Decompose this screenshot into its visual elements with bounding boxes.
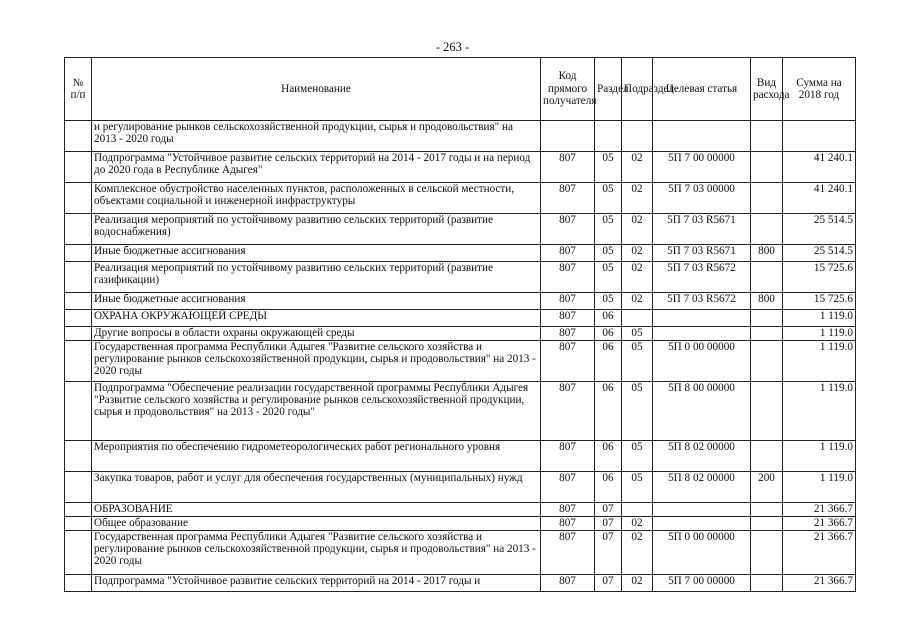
cell-target — [653, 327, 751, 341]
cell-target: 5П 8 02 00000 — [653, 441, 751, 472]
cell-sum: 1 119.0 — [783, 327, 856, 341]
cell-razdel: 06 — [595, 441, 622, 472]
cell-num — [65, 327, 92, 341]
cell-num — [65, 575, 92, 592]
cell-razdel: 07 — [595, 575, 622, 592]
cell-name: Подпрограмма "Обеспечение реализации государственной программы Республики Адыгея "Развитие сельского хозяйства и регулирование рынков сельскохозяйственной продукции, сырья и продовольствия" на 2013 - 2020 годы" — [92, 382, 541, 441]
table-row — [65, 214, 856, 245]
cell-target: 5П 8 00 00000 — [653, 382, 751, 441]
cell-razdel: 05 — [595, 214, 622, 245]
cell-code: 807 — [541, 382, 595, 441]
cell-podrazdel: 05 — [622, 382, 653, 441]
cell-razdel: 06 — [595, 382, 622, 441]
cell-sum: 1 119.0 — [783, 472, 856, 503]
cell-num — [65, 262, 92, 293]
table-row — [65, 472, 856, 503]
cell-sum: 21 366.7 — [783, 531, 856, 575]
cell-target: 5П 0 00 00000 — [653, 341, 751, 382]
col-header-target: Целевая статья — [653, 58, 751, 121]
cell-num — [65, 293, 92, 310]
col-header-sum: Сумма на 2018 год — [783, 58, 856, 121]
cell-sum: 1 119.0 — [783, 310, 856, 327]
col-header-podrazdel: Подраздел — [622, 58, 653, 121]
cell-razdel: 05 — [595, 293, 622, 310]
table-row — [65, 503, 856, 517]
table-row — [65, 245, 856, 262]
cell-vid — [751, 382, 783, 441]
cell-num — [65, 310, 92, 327]
budget-table — [64, 57, 856, 592]
table-row — [65, 575, 856, 592]
table-row — [65, 293, 856, 310]
col-header-name: Наименование — [92, 58, 541, 121]
cell-podrazdel: 05 — [622, 472, 653, 503]
table-row — [65, 441, 856, 472]
cell-code: 807 — [541, 183, 595, 214]
cell-podrazdel: 05 — [622, 327, 653, 341]
cell-num — [65, 382, 92, 441]
cell-sum: 21 366.7 — [783, 575, 856, 592]
cell-name: Подпрограмма "Устойчивое развитие сельских территорий на 2014 - 2017 годы и — [92, 575, 541, 592]
cell-target: 5П 8 02 00000 — [653, 472, 751, 503]
cell-name: Мероприятия по обеспечению гидрометеорологических работ регионального уровня — [92, 441, 541, 472]
table-row — [65, 262, 856, 293]
cell-vid: 800 — [751, 293, 783, 310]
cell-sum: 21 366.7 — [783, 517, 856, 531]
cell-vid — [751, 121, 783, 152]
cell-razdel: 06 — [595, 327, 622, 341]
cell-razdel: 06 — [595, 310, 622, 327]
cell-code — [541, 121, 595, 152]
cell-num — [65, 441, 92, 472]
cell-vid — [751, 152, 783, 183]
table-header-row — [65, 58, 856, 121]
cell-name: Государственная программа Республики Адыгея "Развитие сельского хозяйства и регулирование рынков сельскохозяйственной продукции, сырья и продовольствия" на 2013 - 2020 годы — [92, 341, 541, 382]
cell-podrazdel — [622, 503, 653, 517]
cell-code: 807 — [541, 472, 595, 503]
cell-sum: 41 240.1 — [783, 183, 856, 214]
cell-vid — [751, 262, 783, 293]
cell-razdel: 06 — [595, 341, 622, 382]
cell-num — [65, 183, 92, 214]
cell-target — [653, 121, 751, 152]
cell-vid — [751, 327, 783, 341]
cell-code: 807 — [541, 503, 595, 517]
cell-target: 5П 7 03 R5671 — [653, 214, 751, 245]
cell-code: 807 — [541, 341, 595, 382]
cell-podrazdel: 02 — [622, 517, 653, 531]
cell-podrazdel: 05 — [622, 341, 653, 382]
cell-razdel — [595, 121, 622, 152]
cell-code: 807 — [541, 531, 595, 575]
cell-name: Государственная программа Республики Адыгея "Развитие сельского хозяйства и регулирование рынков сельскохозяйственной продукции, сырья и продовольствия" на 2013 - 2020 годы — [92, 531, 541, 575]
cell-target — [653, 310, 751, 327]
cell-code: 807 — [541, 214, 595, 245]
cell-sum: 1 119.0 — [783, 341, 856, 382]
cell-code: 807 — [541, 262, 595, 293]
cell-podrazdel — [622, 121, 653, 152]
cell-name: ОХРАНА ОКРУЖАЮЩЕЙ СРЕДЫ — [92, 310, 541, 327]
cell-vid: 200 — [751, 472, 783, 503]
page-number: - 263 - — [435, 40, 470, 54]
cell-name: Иные бюджетные ассигнования — [92, 245, 541, 262]
cell-num — [65, 245, 92, 262]
table-row — [65, 310, 856, 327]
cell-name: Другие вопросы в области охраны окружающей среды — [92, 327, 541, 341]
cell-target: 5П 7 00 00000 — [653, 575, 751, 592]
cell-name: ОБРАЗОВАНИЕ — [92, 503, 541, 517]
cell-num — [65, 531, 92, 575]
cell-num — [65, 503, 92, 517]
cell-podrazdel: 02 — [622, 183, 653, 214]
cell-sum: 15 725.6 — [783, 293, 856, 310]
table-row — [65, 517, 856, 531]
cell-code: 807 — [541, 310, 595, 327]
cell-vid — [751, 341, 783, 382]
cell-sum — [783, 121, 856, 152]
cell-target: 5П 7 03 00000 — [653, 183, 751, 214]
cell-num — [65, 152, 92, 183]
cell-target: 5П 7 03 R5672 — [653, 262, 751, 293]
table-body — [65, 121, 856, 592]
cell-code: 807 — [541, 327, 595, 341]
cell-podrazdel: 02 — [622, 575, 653, 592]
cell-vid — [751, 531, 783, 575]
cell-sum: 15 725.6 — [783, 262, 856, 293]
table-row — [65, 341, 856, 382]
cell-name: Общее образование — [92, 517, 541, 531]
cell-sum: 1 119.0 — [783, 382, 856, 441]
cell-razdel: 05 — [595, 183, 622, 214]
cell-target: 5П 7 03 R5672 — [653, 293, 751, 310]
cell-code: 807 — [541, 575, 595, 592]
cell-code: 807 — [541, 441, 595, 472]
cell-podrazdel — [622, 310, 653, 327]
cell-razdel: 07 — [595, 517, 622, 531]
cell-vid: 800 — [751, 245, 783, 262]
cell-name: Подпрограмма "Устойчивое развитие сельских территорий на 2014 - 2017 годы и на период до 2020 года в Республике Адыгея" — [92, 152, 541, 183]
cell-code: 807 — [541, 517, 595, 531]
cell-num — [65, 472, 92, 503]
cell-podrazdel: 02 — [622, 293, 653, 310]
cell-vid — [751, 517, 783, 531]
cell-target: 5П 7 03 R5671 — [653, 245, 751, 262]
cell-razdel: 05 — [595, 152, 622, 183]
cell-podrazdel: 02 — [622, 152, 653, 183]
cell-target: 5П 7 00 00000 — [653, 152, 751, 183]
cell-num — [65, 214, 92, 245]
cell-target: 5П 0 00 00000 — [653, 531, 751, 575]
cell-target — [653, 517, 751, 531]
cell-code: 807 — [541, 152, 595, 183]
cell-vid — [751, 183, 783, 214]
cell-code: 807 — [541, 245, 595, 262]
cell-name: Иные бюджетные ассигнования — [92, 293, 541, 310]
cell-sum: 25 514.5 — [783, 245, 856, 262]
cell-code: 807 — [541, 293, 595, 310]
col-header-num: № п/п — [65, 58, 92, 121]
cell-vid — [751, 310, 783, 327]
table-row — [65, 152, 856, 183]
cell-num — [65, 341, 92, 382]
table-row — [65, 327, 856, 341]
cell-vid — [751, 214, 783, 245]
cell-podrazdel: 02 — [622, 262, 653, 293]
cell-sum: 1 119.0 — [783, 441, 856, 472]
cell-name: и регулирование рынков сельскохозяйственной продукции, сырья и продовольствия" на 2013 - 2020 годы — [92, 121, 541, 152]
cell-razdel: 06 — [595, 472, 622, 503]
table-row — [65, 531, 856, 575]
table-row — [65, 183, 856, 214]
col-header-vid: Вид расхода — [751, 58, 783, 121]
cell-podrazdel: 02 — [622, 531, 653, 575]
col-header-razdel: Раздел — [595, 58, 622, 121]
col-header-code: Код прямого получателя — [541, 58, 595, 121]
table-row — [65, 121, 856, 152]
cell-razdel: 07 — [595, 531, 622, 575]
cell-target — [653, 503, 751, 517]
table-row — [65, 382, 856, 441]
cell-num — [65, 121, 92, 152]
cell-name: Закупка товаров, работ и услуг для обеспечения государственных (муниципальных) нужд — [92, 472, 541, 503]
cell-razdel: 05 — [595, 245, 622, 262]
cell-sum: 21 366.7 — [783, 503, 856, 517]
cell-vid — [751, 575, 783, 592]
cell-razdel: 05 — [595, 262, 622, 293]
cell-num — [65, 517, 92, 531]
cell-podrazdel: 02 — [622, 214, 653, 245]
cell-name: Комплексное обустройство населенных пунктов, расположенных в сельской местности, объектами социальной и инженерной инфраструктуры — [92, 183, 541, 214]
cell-razdel: 07 — [595, 503, 622, 517]
cell-vid — [751, 441, 783, 472]
cell-podrazdel: 02 — [622, 245, 653, 262]
cell-podrazdel: 05 — [622, 441, 653, 472]
cell-sum: 25 514.5 — [783, 214, 856, 245]
cell-name: Реализация мероприятий по устойчивому развитию сельских территорий (развитие газификации) — [92, 262, 541, 293]
cell-vid — [751, 503, 783, 517]
cell-name: Реализация мероприятий по устойчивому развитию сельских территорий (развитие водоснабжения) — [92, 214, 541, 245]
cell-sum: 41 240.1 — [783, 152, 856, 183]
